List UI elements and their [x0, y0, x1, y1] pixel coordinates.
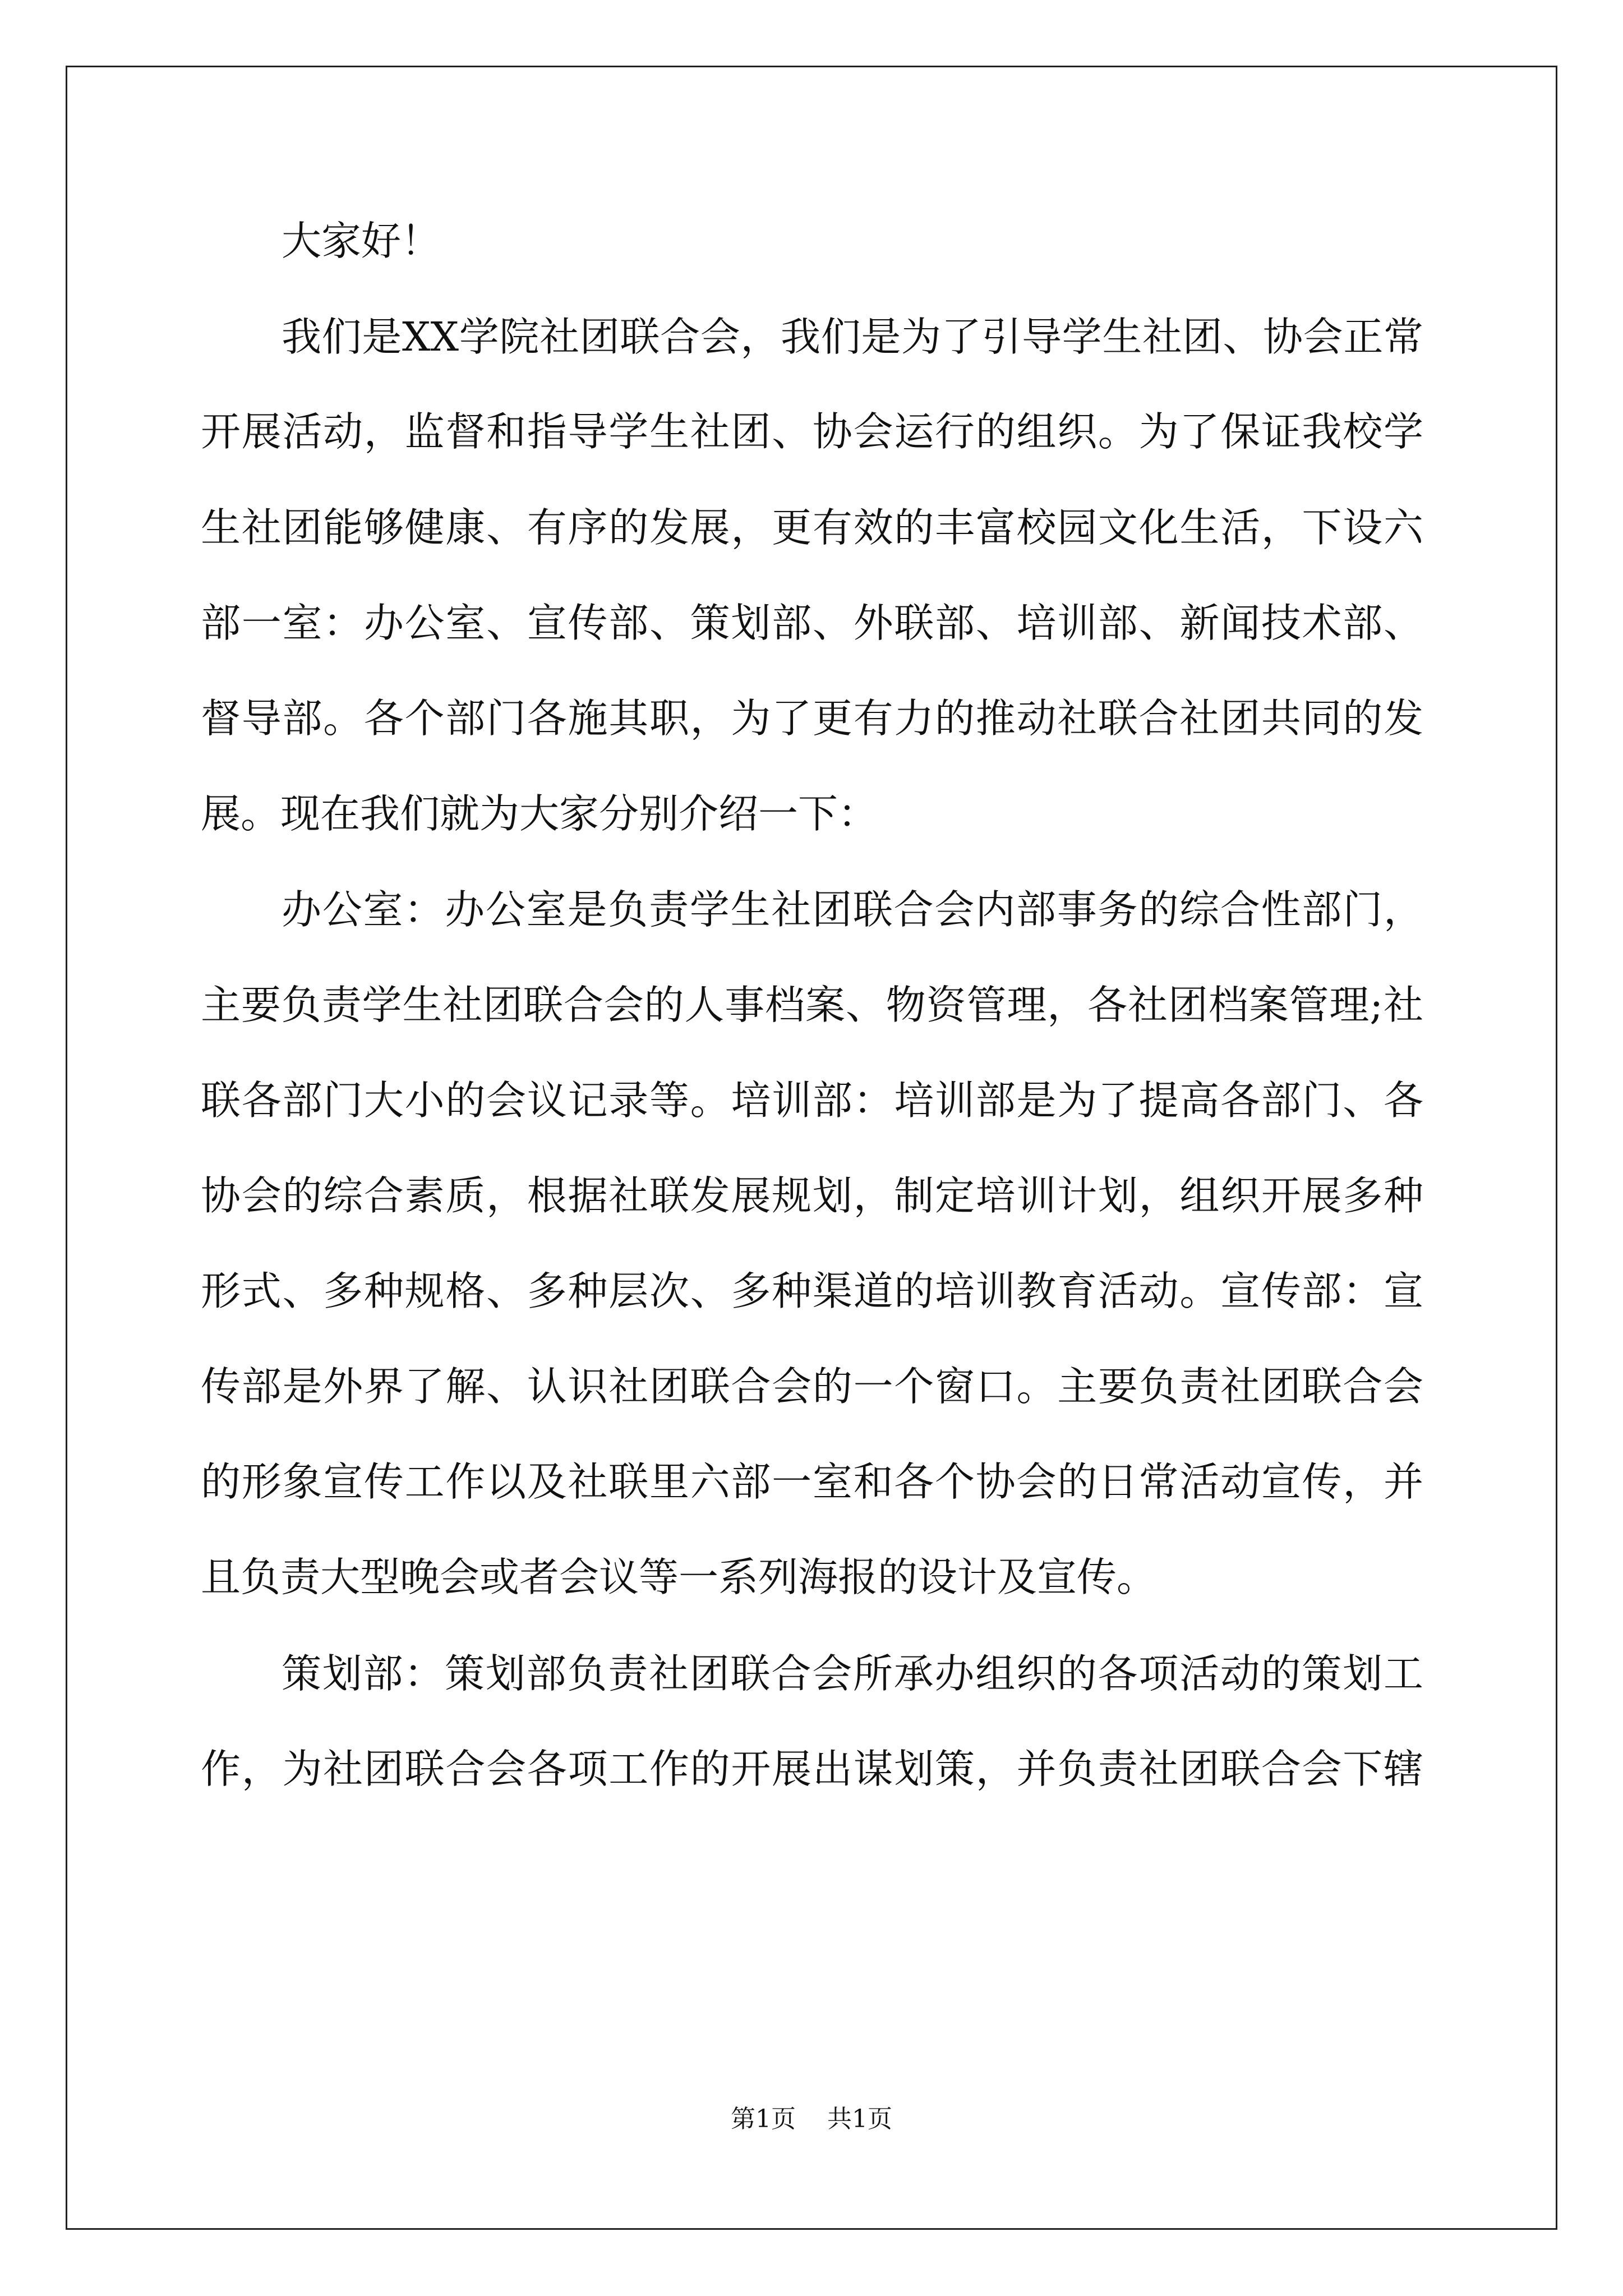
text-line: 且负责大型晚会或者会议等一系列海报的设计及宣传。 [201, 1554, 1157, 1600]
text-line: 生社团能够健康、有序的发展，更有效的丰富校园文化生活，下设六 [201, 504, 1423, 551]
text-line: 督导部。各个部门各施其职，为了更有力的推动社联合社团共同的发 [201, 695, 1423, 742]
text-line: 形式、多种规格、多种层次、多种渠道的培训教育活动。宣传部：宣 [201, 1268, 1423, 1314]
page-total: 共1页 [827, 2105, 892, 2133]
text-line: 展。现在我们就为大家分别介绍一下： [201, 790, 878, 837]
text-line: 协会的综合素质，根据社联发展规划，制定培训计划，组织开展多种 [201, 1172, 1423, 1219]
page-border [66, 66, 1557, 2230]
text-line: 的形象宣传工作以及社联里六部一室和各个协会的日常活动宣传，并 [201, 1458, 1423, 1505]
text-line: 作，为社团联合会各项工作的开展出谋划策，并负责社团联合会下辖 [201, 1746, 1423, 1792]
text-line: 部一室：办公室、宣传部、策划部、外联部、培训部、新闻技术部、 [201, 600, 1423, 646]
text-line: 开展活动，监督和指导学生社团、协会运行的组织。为了保证我校学 [201, 408, 1423, 455]
text-line: 主要负责学生社团联合会的人事档案、物资管理，各社团档案管理;社 [201, 982, 1423, 1028]
text-line: 传部是外界了解、认识社团联合会的一个窗口。主要负责社团联合会 [201, 1363, 1423, 1410]
text-line: 大家好！ [282, 218, 441, 264]
text-line: 策划部：策划部负责社团联合会所承办组织的各项活动的策划工 [282, 1650, 1423, 1697]
page-footer [0, 2102, 1623, 2136]
text-line: 办公室：办公室是负责学生社团联合会内部事务的综合性部门， [282, 886, 1423, 933]
page-number: 第1页 [731, 2105, 796, 2133]
text-line: 我们是XX学院社团联合会，我们是为了引导学生社团、协会正常 [282, 314, 1423, 360]
text-line: 联各部门大小的会议记录等。培训部：培训部是为了提高各部门、各 [201, 1077, 1423, 1124]
